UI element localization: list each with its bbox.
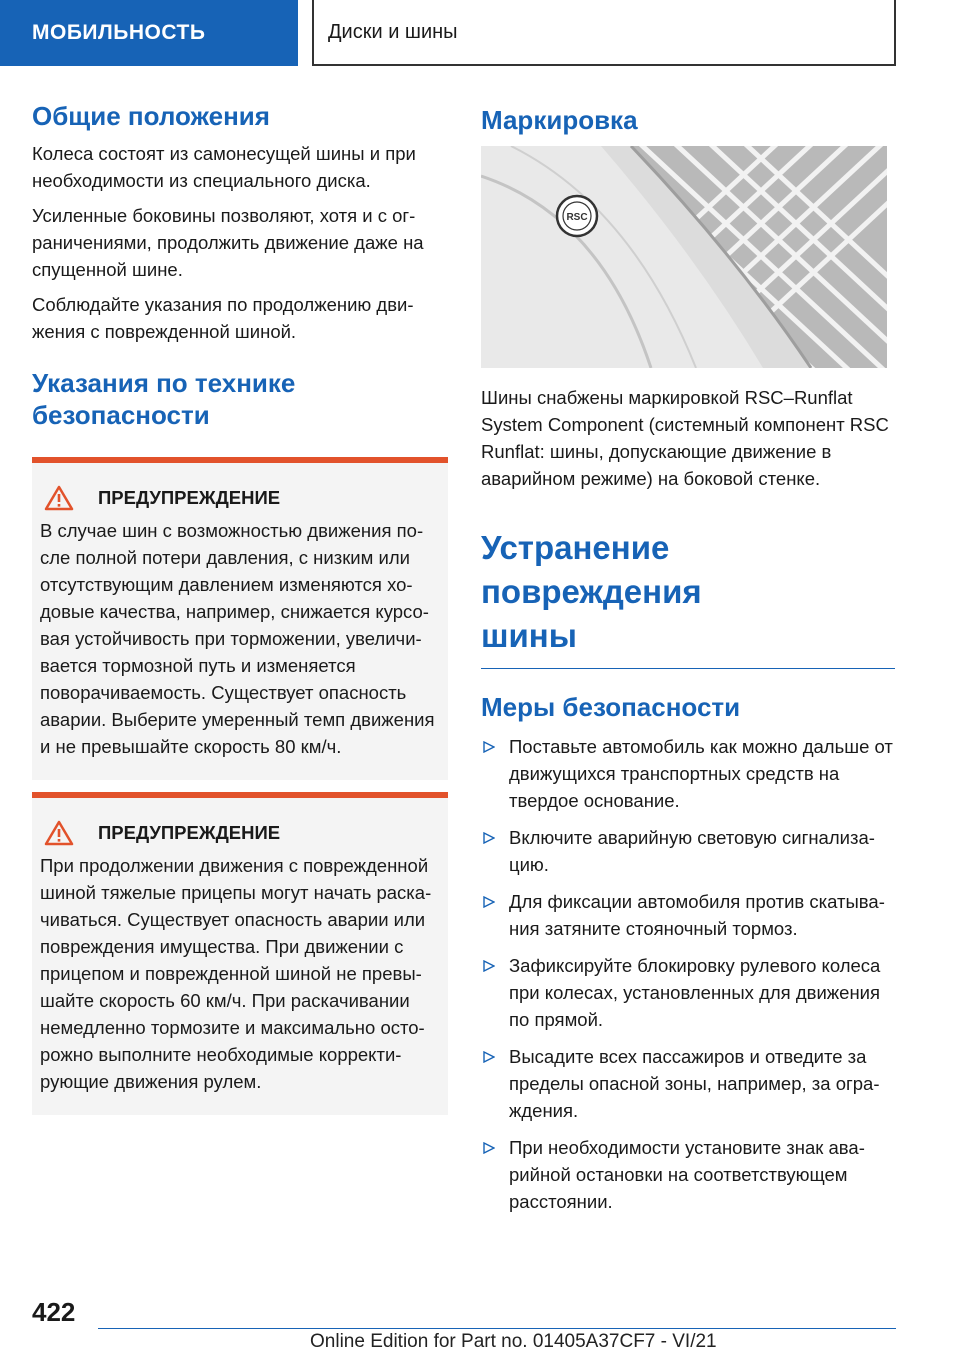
- warning-box-2: [32, 792, 448, 1115]
- safety-title-line-1: Указания по технике: [32, 368, 296, 398]
- list-item: [481, 733, 895, 814]
- list-item-text: Зафиксируйте блокировку рулевого колеса при колесах, установленных для движения по прямой.: [509, 955, 881, 1030]
- list-item: [481, 952, 895, 1033]
- list-item-text: Включите аварийную световую сигнализацию.: [509, 827, 875, 875]
- footer-rule: [98, 1328, 896, 1329]
- header-chapter: Диски и шины: [312, 0, 896, 66]
- bullet-triangle-icon: [483, 960, 495, 972]
- warning-label-2: ПРЕДУПРЕЖДЕНИЕ: [98, 822, 281, 843]
- marking-title: Маркировка: [481, 105, 638, 135]
- repair-title-rule: [481, 668, 895, 669]
- general-paragraph-1: Колеса состоят из самонесущей шины и при необходимости из специального диска.: [32, 143, 416, 191]
- list-item: [481, 888, 895, 942]
- repair-title-line-1: Устранение повреждения: [481, 529, 702, 610]
- list-item-text: Для фиксации автомобиля против скатывания затяните стояночный тормоз.: [509, 891, 885, 939]
- measures-title: Меры безопасности: [481, 692, 741, 722]
- warning-triangle-icon: [44, 820, 74, 846]
- bullet-triangle-icon: [483, 832, 495, 844]
- bullet-triangle-icon: [483, 1142, 495, 1154]
- header-section: МОБИЛЬНОСТЬ: [0, 0, 298, 66]
- safety-title-line-2: безопасности: [32, 400, 210, 430]
- list-item: [481, 824, 895, 878]
- footer-edition: Online Edition for Part no. 01405A37CF7 - VI/21: [310, 1331, 717, 1352]
- safety-title: [32, 367, 448, 431]
- right-column: [481, 100, 895, 1225]
- left-column: [32, 100, 448, 1127]
- warning-box-1: [32, 457, 448, 780]
- warning-header-2: [44, 820, 440, 846]
- warning-text-2: При продолжении движения с поврежденной шиной тяжелые прицепы могут начать раскачиваться. Существует опасность аварии или повреждения имущества. При движении с прицепом и поврежденной шиной не превышайте скорость 60 км/ч. При раскачивании немедленно тормозите и максимально осторожно выполните необходимые корректирующие движения рулем.: [40, 855, 432, 1092]
- bullet-triangle-icon: [483, 1051, 495, 1063]
- repair-title: [481, 526, 895, 658]
- tire-illustration: [481, 146, 887, 368]
- list-item-text: При необходимости установите знак аварийной остановки на соответствующем расстоянии.: [509, 1137, 865, 1212]
- rsc-logo: [557, 196, 597, 236]
- warning-text-1: В случае шин с возможностью движения после полной потери давления, с низким или отсутствующим давлением изменяются ходовые качества, например, снижается курсовая устойчивость при торможении, увеличивается тормозной путь и изменяется поворачиваемость. Существует опасность аварии. Выберите умеренный темп движения и не превышайте скорость 80 км/ч.: [40, 520, 435, 757]
- bullet-triangle-icon: [483, 741, 495, 753]
- list-item: [481, 1134, 895, 1215]
- warning-label-1: ПРЕДУПРЕЖДЕНИЕ: [98, 487, 281, 508]
- rsc-logo-text: RSC: [566, 212, 588, 223]
- general-title: Общие положения: [32, 101, 270, 131]
- bullet-triangle-icon: [483, 896, 495, 908]
- measures-list: [481, 733, 895, 1215]
- list-item-text: Высадите всех пассажиров и отведите за пределы опасной зоны, например, за ограждения.: [509, 1046, 880, 1121]
- repair-title-line-2: шины: [481, 617, 577, 654]
- page-number: 422: [32, 1297, 76, 1327]
- general-paragraph-2: Усиленные боковины позволяют, хотя и с ограничениями, продолжить движение даже на спущенной шине.: [32, 205, 424, 280]
- marking-caption: Шины снабжены маркировкой RSC–Runflat System Component (системный компонент RSC Runflat: шины, допускающие движение в аварийном режиме) на боковой стенке.: [481, 387, 889, 489]
- list-item-text: Поставьте автомобиль как можно дальше от движущихся транспортных средств на твердое основание.: [509, 736, 893, 811]
- warning-triangle-icon: [44, 485, 74, 511]
- general-paragraph-3: Соблюдайте указания по продолжению движения с поврежденной шиной.: [32, 294, 414, 342]
- list-item: [481, 1043, 895, 1124]
- warning-header-1: [44, 485, 440, 511]
